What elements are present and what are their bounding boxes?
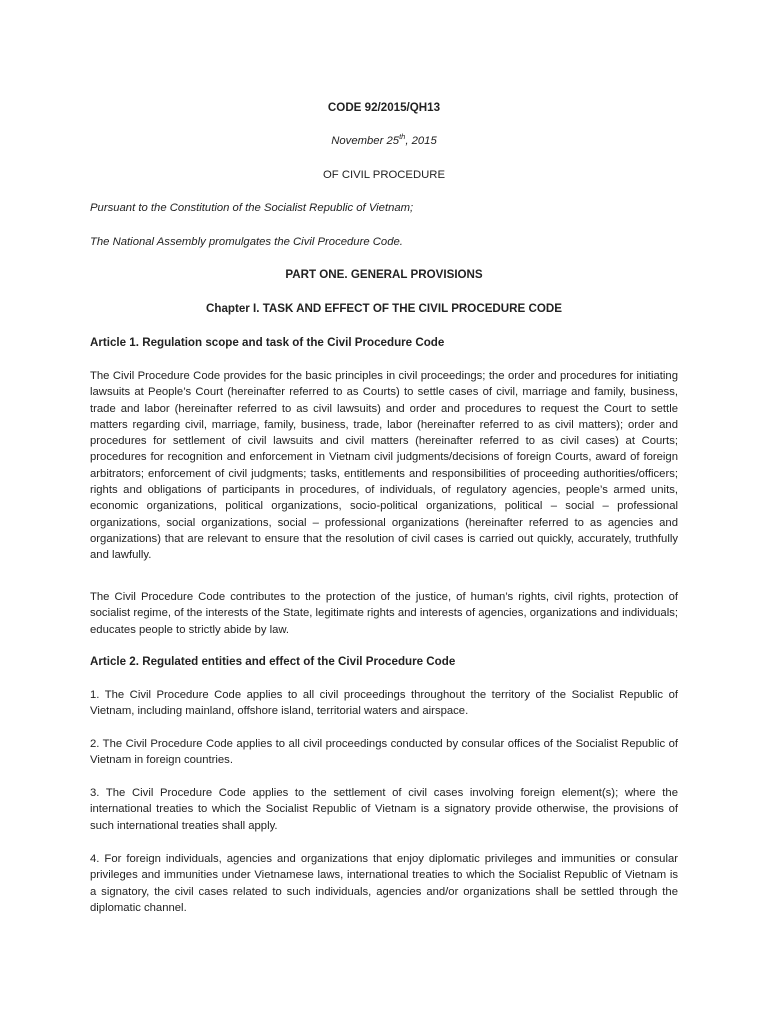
article-1-paragraph-2: The Civil Procedure Code contributes to the protection of the justice, of human’s rights, civil rights, protection of socialist regime, of the interests of the State, legitimate rights and interests of agencies, organizations and individuals; educates people to strictly abide by law.: [90, 591, 678, 636]
article-2-heading: Article 2. Regulated entities and effect of the Civil Procedure Code: [90, 655, 456, 668]
promulgation-date: [90, 133, 678, 149]
preamble-promulgates: The National Assembly promulgates the Civil Procedure Code.: [90, 236, 403, 248]
article-2-clause-1: 1. The Civil Procedure Code applies to all civil proceedings throughout the territory of the Socialist Republic of Vietnam, including mainland, offshore island, territorial waters and airspace.: [90, 689, 678, 718]
date-year: , 2015: [405, 135, 437, 147]
date-day: November 25: [331, 135, 400, 147]
chapter-title: Chapter I. TASK AND EFFECT OF THE CIVIL PROCEDURE CODE: [206, 302, 562, 315]
code-subject: OF CIVIL PROCEDURE: [323, 169, 445, 181]
preamble-pursuant: Pursuant to the Constitution of the Socialist Republic of Vietnam;: [90, 202, 414, 214]
article-2-clause-2: 2. The Civil Procedure Code applies to all civil proceedings conducted by consular offices of the Socialist Republic of Vietnam in foreign countries.: [90, 738, 678, 767]
part-title: PART ONE. GENERAL PROVISIONS: [285, 268, 483, 281]
code-number: CODE 92/2015/QH13: [327, 101, 441, 114]
article-1-heading: Article 1. Regulation scope and task of the Civil Procedure Code: [90, 336, 445, 349]
date-ordinal: th: [399, 132, 406, 142]
article-1-paragraph-1: The Civil Procedure Code provides for the basic principles in civil proceedings; the order and procedures for initiating lawsuits at People’s Court (hereinafter referred to as Courts) to settle cases of civil, marriage and family, business, trade and labor (hereinafter referred to as civil lawsuits) and order and procedures to request the Court to settle matters regarding civil, marriage, family, business, trade, labor (hereinafter referred to as civil matters); order and procedures for settlement of civil lawsuits and civil matters (hereinafter referred to as civil cases) at Courts; procedures for recognition and enforcement in Vietnam civil judgments/decisions of foreign Courts, award of foreign arbitrators; enforcement of civil judgments; tasks, entitlements and responsibilities of proceeding authorities/officers; rights and obligations of participants in procedures, of individuals, of regulatory agencies, people’s armed units, economic organizations, political organizations, socio-political organizations, political – social – professional organizations, social organizations, social – professional organizations (hereinafter referred to as agencies and organizations) that are relevant to ensure that the resolution of civil cases is carried out quickly, accurately, truthfully and lawfully.: [90, 370, 678, 562]
article-2-clause-4: 4. For foreign individuals, agencies and organizations that enjoy diplomatic privileges and immunities or consular privileges and immunities under Vietnamese laws, international treaties to which the Socialist Republic of Vietnam is a signatory, the civil cases related to such individuals, agencies and/or organizations shall be settled through the diplomatic channel.: [90, 853, 678, 914]
article-2-clause-3: 3. The Civil Procedure Code applies to the settlement of civil cases involving foreign element(s); where the international treaties to which the Socialist Republic of Vietnam is a signatory provide otherwise, the provisions of such international treaties shall apply.: [90, 787, 678, 832]
